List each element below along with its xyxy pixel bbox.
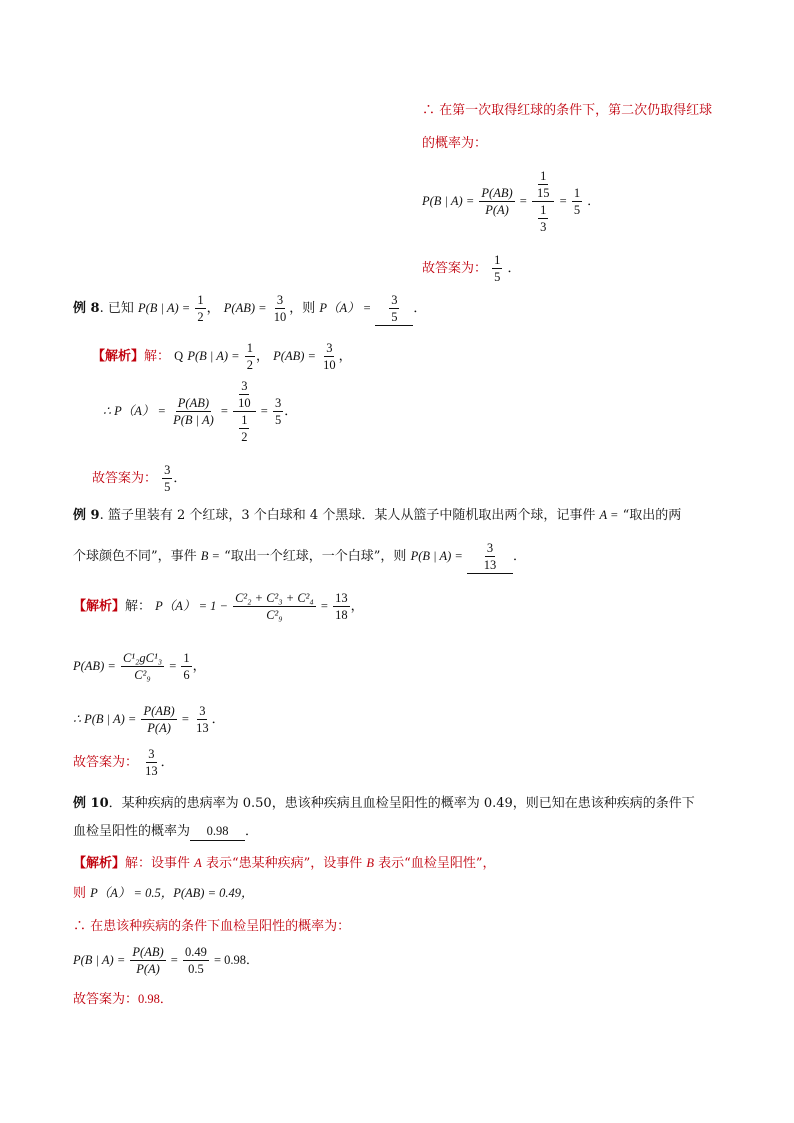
example-10-solution: 【解析】解：设事件 A 表示“患某种疾病”，设事件 B 表示“血检呈阳性”， [73, 856, 496, 871]
example-9-solution: 【解析】解： P（A） = 1 − $\frac{\text{C²₂ + C²₃ + C²₄}}{\text{C²₉}}$ = $\frac{13}{18}$ ， [73, 591, 364, 622]
example-9-pab: P(AB) = $\frac{\text{C¹₂gC¹₃}}{\text{C²₉}}$ = $\frac{1}{6}$ ， [73, 651, 206, 682]
example-8-label: 例 8 [73, 301, 100, 316]
answer-blank: 0.98 [190, 822, 245, 841]
solution-tag: 【解析】 [73, 599, 126, 614]
example-8-answer: 故答案为： $\frac{3}{5}$ ． [92, 463, 187, 494]
example-8-formula: ∴ P（A） = $\frac{P(AB)}{P(B | A)}$ = $\frac{\frac{3}{10}}{\frac{1}{2}}$ = $\frac{3}{5}$ ． [103, 379, 298, 444]
example-9-label: 例 9 [73, 508, 100, 523]
solution-tag: 【解析】 [92, 349, 145, 364]
example-9-answer: 故答案为： $\frac{3}{13}$ ． [73, 747, 174, 778]
example-10-answer: 故答案为：0.98． [73, 992, 173, 1007]
example-10-question-line2: 血检呈阳性的概率为 0.98 ． [73, 824, 259, 839]
example-9-question-line1: 例 9. 篮子里装有 2 个红球，3 个白球和 4 个黑球．某人从篮子中随机取出两个球，记事件 A = “取出的两 [73, 508, 682, 523]
prev-solution-line2: 的概率为： [422, 136, 488, 151]
example-10-formula: P(B | A) = $\frac{P(AB)}{P(A)}$ = $\frac{0.49}{0.5}$ = 0.98． [73, 945, 259, 976]
example-9-formula: ∴ P(B | A) = $\frac{P(AB)}{P(A)}$ = $\frac{3}{13}$ ． [73, 704, 225, 735]
example-10-given: 则 P（A） = 0.5，P(AB) = 0.49， [73, 886, 254, 901]
prev-solution-line1: ∴ 在第一次取得红球的条件下，第二次仍取得红球 [422, 103, 713, 118]
example-10-label: 例 10 [73, 796, 109, 811]
example-8-question: 例 8. 已知 P(B | A) = $\frac{1}{2}$ ， P(AB) = $\frac{3}{10}$ ，则 P（A） = $\frac{3}{5}$ ． [73, 293, 427, 324]
example-8-solution: 【解析】解： Q P(B | A) = $\frac{1}{2}$ ， P(AB) = $\frac{3}{10}$ ， [92, 341, 352, 372]
answer-blank: $\frac{3}{5}$ [375, 292, 413, 326]
prev-formula: P(B | A) = $\frac{P(AB)}{P(A)}$ = $\frac{\frac{1}{15}}{\frac{1}{3}}$ = $\frac{1}{5}$ ． [422, 169, 600, 234]
solution-tag: 【解析】 [73, 856, 126, 871]
answer-blank: $\frac{3}{13}$ [467, 540, 513, 574]
example-9-question-line2: 个球颜色不同”，事件 B = “取出一个红球，一个白球”，则 P(B | A) = $\frac{3}{13}$ ． [73, 541, 526, 572]
example-10-conclusion: ∴ 在患该种疾病的条件下血检呈阳性的概率为： [73, 919, 351, 934]
example-10-question-line1: 例 10．某种疾病的患病率为 0.50，患该种疾病且血检呈阳性的概率为 0.49，则已知在患该种疾病的条件下 [73, 796, 695, 811]
prev-answer: 故答案为： $\frac{1}{5}$ ． [422, 253, 521, 284]
